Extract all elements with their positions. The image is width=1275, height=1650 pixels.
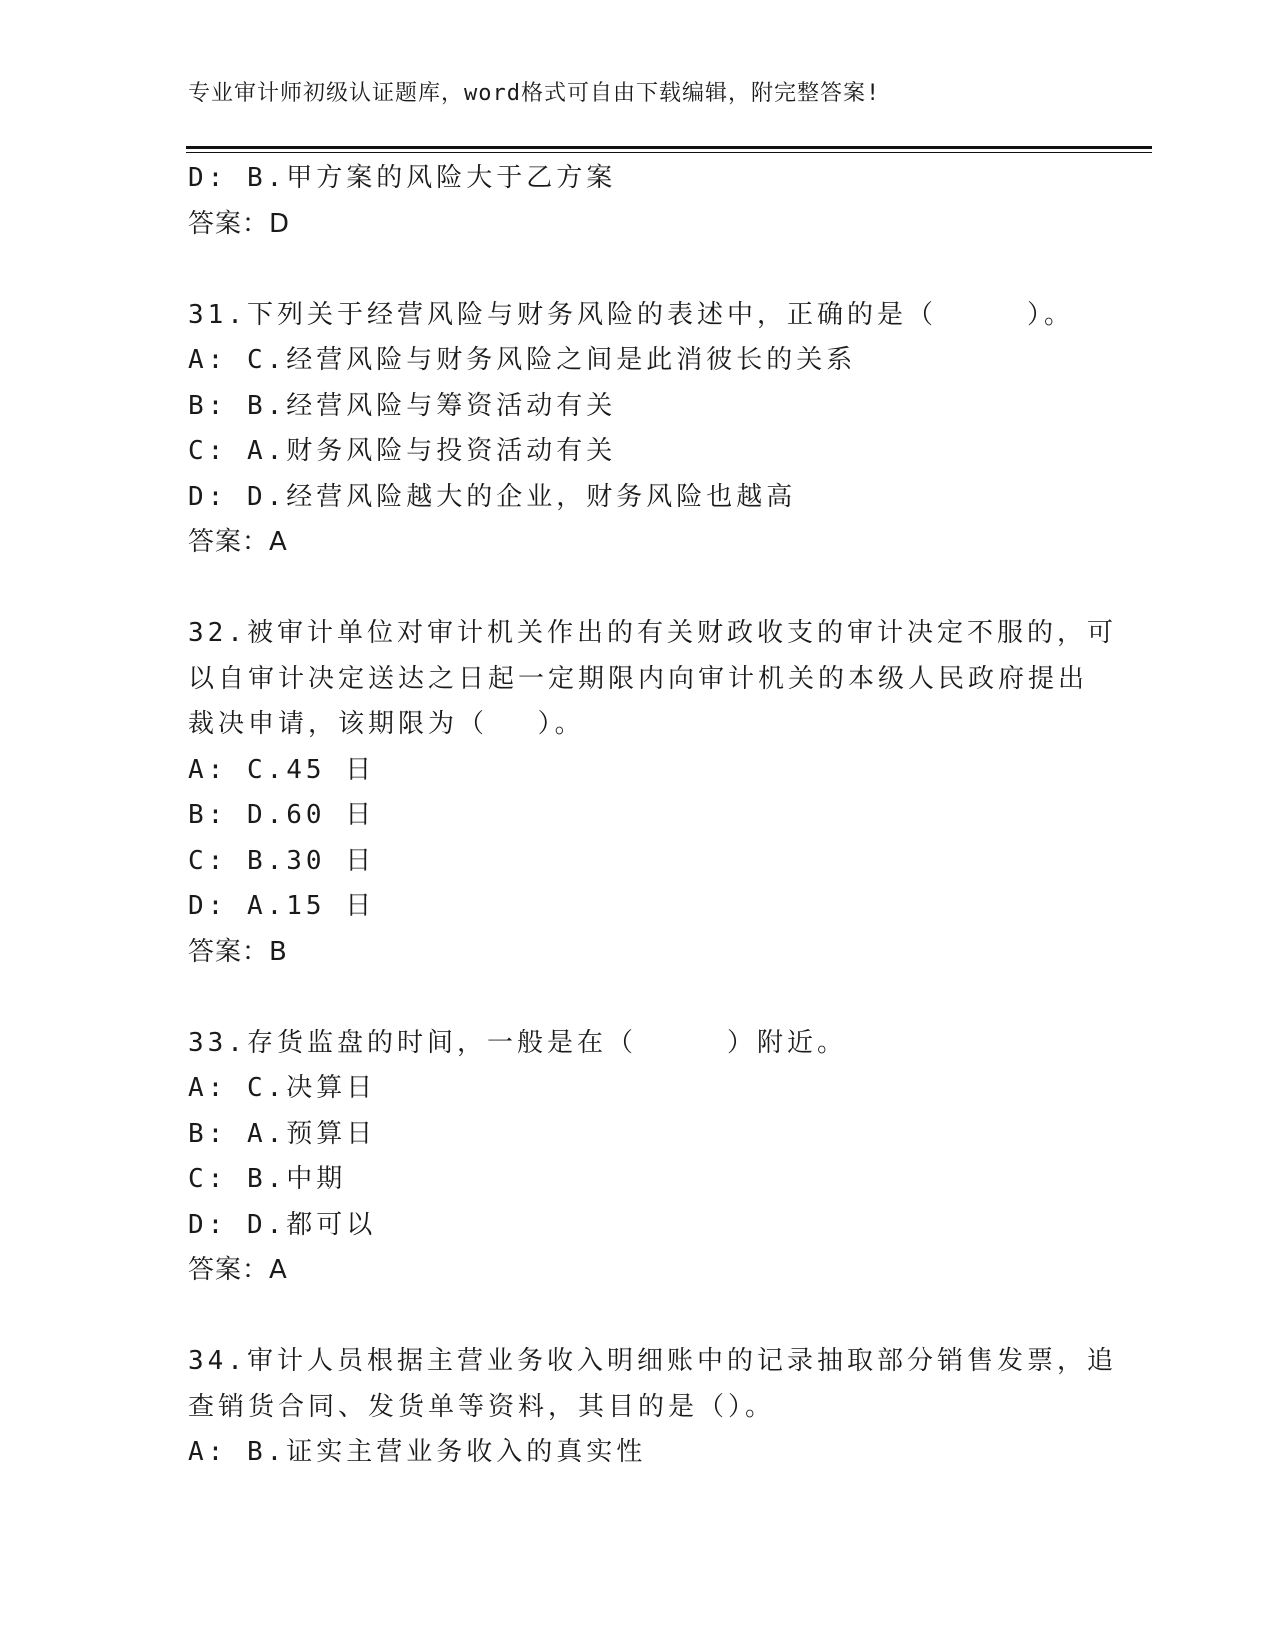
option-b: B: B.经营风险与筹资活动有关 — [188, 390, 617, 421]
option-b: B: A.预算日 — [188, 1118, 377, 1149]
question-stem: 31.下列关于经营风险与财务风险的表述中，正确的是（ ）。 — [188, 299, 1074, 330]
option-c: C: B.30 日 — [188, 845, 376, 876]
question-stem: 以自审计决定送达之日起一定期限内向审计机关的本级人民政府提出 — [188, 663, 1089, 694]
option-c: C: B.中期 — [188, 1164, 347, 1194]
spacer — [188, 975, 1088, 1021]
question-stem: 裁决申请，该期限为（ ）。 — [188, 709, 585, 739]
spacer — [188, 247, 1088, 293]
header-rule-thin — [186, 152, 1152, 153]
header-rule-thick — [186, 146, 1152, 149]
answer-line: 答案：B — [188, 936, 288, 967]
answer-line: 答案：A — [188, 1255, 288, 1285]
question-34 — [188, 1339, 1117, 1476]
option-d: D: D.经营风险越大的企业，财务风险也越高 — [188, 481, 797, 512]
question-31 — [188, 293, 1088, 566]
question-33 — [188, 1021, 1088, 1294]
page-header: 专业审计师初级认证题库，word格式可自由下载编辑，附完整答案! — [188, 81, 881, 106]
question-stem: 32.被审计单位对审计机关作出的有关财政收支的审计决定不服的，可 — [188, 618, 1117, 648]
option-c: C: A.财务风险与投资活动有关 — [188, 436, 617, 466]
question-stem: 查销货合同、发货单等资料，其目的是（）。 — [188, 1391, 776, 1422]
spacer — [188, 566, 1088, 612]
option-b: B: D.60 日 — [188, 800, 376, 830]
answer-line: 答案：A — [188, 527, 288, 557]
option-d: D: A.15 日 — [188, 891, 376, 921]
option-a: A: C.45 日 — [188, 754, 376, 785]
question-stem: 33.存货监盘的时间，一般是在（ ）附近。 — [188, 1027, 847, 1058]
question-stem: 34.审计人员根据主营业务收入明细账中的记录抽取部分销售发票，追 — [188, 1346, 1117, 1376]
option-d: D: D.都可以 — [188, 1209, 377, 1240]
option-a: A: C.经营风险与财务风险之间是此消彼长的关系 — [188, 345, 857, 375]
option-a: A: B.证实主营业务收入的真实性 — [188, 1437, 647, 1467]
answer-line: 答案：D — [188, 208, 291, 239]
option-d: D: B.甲方案的风险大于乙方案 — [188, 163, 617, 193]
spacer — [188, 1294, 1088, 1340]
option-a: A: C.决算日 — [188, 1073, 377, 1103]
question-content — [188, 156, 1117, 1476]
question-30-tail — [188, 156, 1088, 247]
question-32 — [188, 611, 1117, 975]
